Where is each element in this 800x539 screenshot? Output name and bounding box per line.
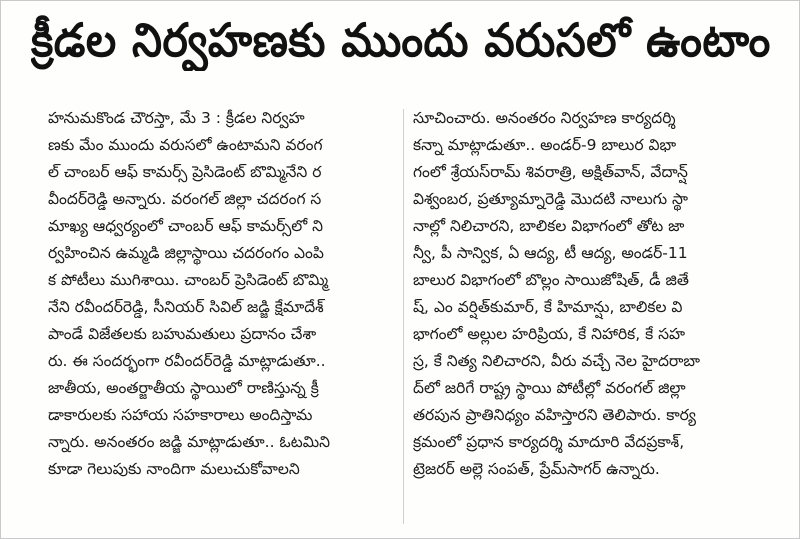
article-line: క్రమంలో ప్రధాన కార్యదర్శి మాదూరి వేదప్రకాశ్, xyxy=(413,433,685,451)
article-line: డాకారులకు సహాయ సహకారాలు అందిస్తామ xyxy=(48,406,313,424)
article-line: ష్, ఎం వర్షిత్‌కుమార్, కే హిమాన్షు, బాలికల వి xyxy=(413,298,683,316)
article-line: పాండే విజేతలకు బహుమతులు ప్రదానం చేశా xyxy=(48,325,317,343)
article-line: స్ర, కే నిత్య నిలిచారని, వీరు వచ్చే నెల హైదరాబా xyxy=(413,352,701,370)
article-line: హనుమకొండ చౌరస్తా, మే 3 : క్రీడల నిర్వహ xyxy=(48,109,305,127)
article-line: సూచించారు. అనంతరం నిర్వహణ కార్యదర్శి xyxy=(413,109,676,127)
article-line: తరపున ప్రాతినిధ్యం వహిస్తారని తెలిపారు. కార్య xyxy=(413,406,696,424)
article-line: బాలుర విభాగంలో బొల్లం సాయిజోషిత్, డీ జితే xyxy=(413,271,689,289)
article-line: ర్వహించిన ఉమ్మడి జిల్లాస్థాయి చదరంగం ఎంపి xyxy=(48,244,324,262)
left-column xyxy=(48,105,393,483)
article-line: కూడా గెలుపుకు నాందిగా మలుచుకోవాలని xyxy=(48,460,300,478)
article-line: జాతీయ, అంతర్జాతీయ స్థాయిలో రాణిస్తున్న క్రీ xyxy=(48,379,319,397)
article-line: ద్‌లో జరిగే రాష్ట్ర స్థాయి పోటీల్లో వరంగల్ జిల్లా xyxy=(413,379,686,397)
article-line: రు. ఈ సందర్భంగా రవీందర్‌రెడ్డి మాట్లాడుతూ.. xyxy=(48,352,326,370)
article-line: వీందర్‌రెడ్డి అన్నారు. వరంగల్ జిల్లా చదరంగ స xyxy=(48,190,322,208)
column-divider xyxy=(403,109,404,524)
article-line: ట్రెజరర్ అల్లె సంపత్, ప్రేమ్‌సాగర్ ఉన్నారు. xyxy=(413,460,660,478)
article-line: క పోటీలు ముగిశాయి. చాంబర్ ప్రెసిడెంట్ బొమ్మి xyxy=(48,271,329,289)
article-line: భాగంలో అల్లుల హరిప్రియ, కే నిహారిక, కే సహ xyxy=(413,325,686,343)
article-line: నేని రవీందర్‌రెడ్డి, సీనియర్ సివిల్ జడ్జి క్షేమాదేశ్ xyxy=(48,298,324,316)
article-line: కన్నా మాట్లాడుతూ.. అండర్-9 బాలుర విభా xyxy=(413,136,677,154)
article-line: ల్ చాంబర్ ఆఫ్ కామర్స్ ప్రెసిడెంట్ బొమ్మినేని ర xyxy=(48,163,322,181)
article-line: న్నారు. అనంతరం జడ్జి మాట్లాడుతూ.. ఓటమిని xyxy=(48,433,331,451)
article-line: నాల్లో నిలిచారని, బాలికల విభాగంలో తోట జా xyxy=(413,217,685,235)
article-line: ణకు మేం ముందు వరుసలో ఉంటామని వరంగ xyxy=(48,136,323,154)
headline: క్రీడల నిర్వహణకు ముందు వరుసలో ఉంటాం xyxy=(31,13,771,67)
article-line: విశ్వంబర, ప్రత్యూమ్నారెడ్డి మొదటి నాలుగు స్థా xyxy=(413,190,688,208)
article-line: న్వీ, పీ సాన్విక, ఏ ఆద్య, టీ ఆద్య, అండర్-11 xyxy=(413,244,688,262)
right-column xyxy=(413,105,773,483)
article-line: మాఖ్య ఆధ్వర్యంలో చాంబర్ ఆఫ్ కామర్స్‌లో ని xyxy=(48,217,324,235)
article-line: గంలో శ్రేయస్‌రామ్ శివరాత్రి, అక్షిత్‌వాన్, వేదాన్ష్ xyxy=(413,163,688,181)
